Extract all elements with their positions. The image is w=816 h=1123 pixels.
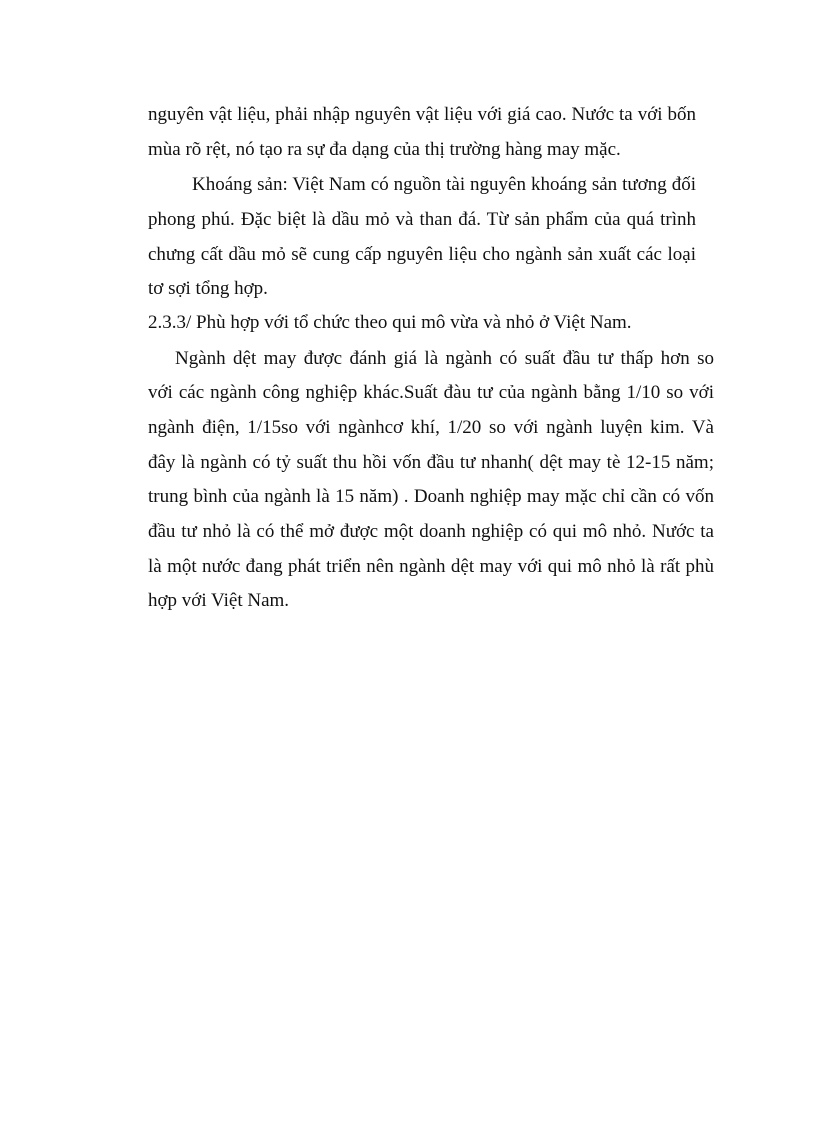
paragraph-line: nguyên vật liệu, phải nhập nguyên vật liệu với giá cao. Nước ta với bốn — [148, 104, 696, 125]
paragraph-line: ngành điện, 1/15so với ngànhcơ khí, 1/20 so với ngành luyện kim. Và — [148, 417, 714, 438]
paragraph-line: là một nước đang phát triển nên ngành dệt may với qui mô nhỏ là rất phù — [148, 556, 714, 577]
paragraph-line: trung bình của ngành là 15 năm) . Doanh nghiệp may mặc chỉ cần có vốn — [148, 486, 714, 507]
paragraph-line: phong phú. Đặc biệt là dầu mỏ và than đá. Từ sản phẩm của quá trình — [148, 209, 696, 230]
paragraph-line: với các ngành công nghiệp khác.Suất đàu tư của ngành bằng 1/10 so với — [148, 382, 714, 403]
paragraph-line: đây là ngành có tỷ suất thu hồi vốn đầu tư nhanh( dệt may tè 12-15 năm; — [148, 452, 714, 473]
paragraph-line: Ngành dệt may được đánh giá là ngành có suất đầu tư thấp hơn so — [175, 348, 714, 369]
paragraph-line: hợp với Việt Nam. — [148, 590, 290, 611]
paragraph-line: tơ sợi tổng hợp. — [148, 278, 268, 299]
paragraph-line: Khoáng sản: Việt Nam có nguồn tài nguyên khoáng sản tương đối — [192, 174, 696, 195]
paragraph-line: chưng cất dầu mỏ sẽ cung cấp nguyên liệu cho ngành sản xuất các loại — [148, 244, 696, 265]
paragraph-line: mùa rõ rệt, nó tạo ra sự đa dạng của thị trường hàng may mặc. — [148, 139, 621, 160]
paragraph-line: đầu tư nhỏ là có thể mở được một doanh nghiệp có qui mô nhỏ. Nước ta — [148, 521, 714, 542]
section-heading: 2.3.3/ Phù hợp với tổ chức theo qui mô vừa và nhỏ ở Việt Nam. — [148, 312, 632, 333]
